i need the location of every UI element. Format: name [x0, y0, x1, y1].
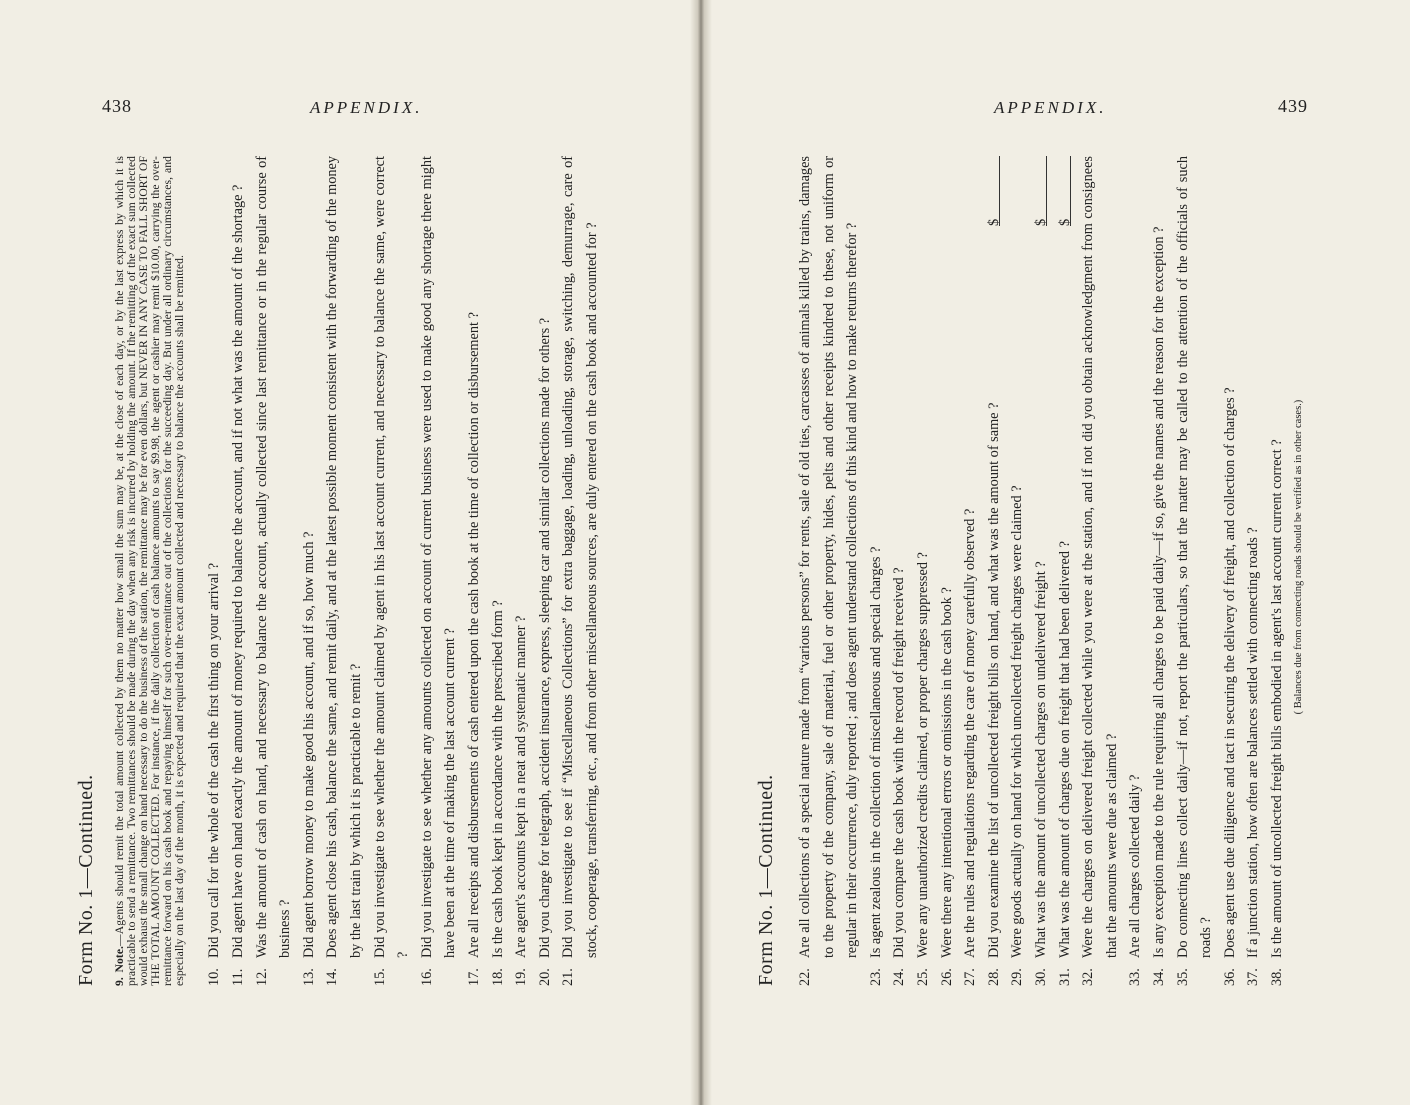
question-text: Did agent have on hand exactly the amount of money required to balance the account, and if not what was the amount of the shortage ? — [230, 184, 247, 958]
question-text-wrap — [1054, 156, 1078, 958]
question-item — [1242, 156, 1266, 986]
question-item — [227, 156, 251, 986]
question-item — [1219, 156, 1243, 986]
book-gutter — [690, 0, 712, 1105]
question-item — [865, 156, 889, 986]
remittance-note — [114, 156, 185, 986]
question-text: Did you investigate to see if “Miscellaneous Collections” for extra baggage, loading, unloading, storage, switching, demurrage, care of stock, cooperage, transferring, etc., and from other miscellaneous sources, are duly entered on the cash book and accounted for ? — [560, 156, 600, 958]
question-text: If a junction station, how often are balances settled with connecting roads ? — [1245, 527, 1262, 958]
question-item — [1148, 156, 1172, 986]
question-text: Does agent close his cash, balance the same, and remit daily, and at the latest possible moment consistent with the forwarding of the money by the last train by which it is practicable to remit ? — [324, 156, 364, 958]
question-item — [321, 156, 368, 986]
question-item — [1266, 156, 1290, 986]
question-number: 31. — [1056, 968, 1073, 986]
question-number: 29. — [1009, 968, 1026, 986]
question-text: Do connecting lines collect daily—if not, report the particulars, so that the matter may be called to the attention of the officials of such roads ? — [1174, 156, 1215, 958]
question-number: 27. — [962, 968, 979, 986]
question-number: 24. — [891, 968, 908, 986]
question-text: Did you examine the list of uncollected freight bills on hand, and what was the amount of same ? — [985, 402, 1002, 958]
question-item — [936, 156, 960, 986]
question-text-wrap — [1030, 156, 1054, 958]
question-number: 26. — [938, 968, 955, 986]
note-label: Note. — [113, 945, 126, 973]
question-number: 21. — [560, 968, 577, 986]
question-text: Are all collections of a special nature made from “various persons” for rents, sale of old ties, carcasses of animals killed by trains, damages to the property of the company, sale of material, fuel or other property, hides, pelts and other receipts kindred to these, not uniform or regular in their occurrence, duly reported ; and does agent understand collections of this kind and how to make returns therefor ? — [797, 156, 861, 958]
question-item — [510, 156, 534, 986]
question-text: Were there any intentional errors or omissions in the cash book ? — [938, 587, 955, 958]
question-text: Are all receipts and disbursements of cash entered upon the cash book at the time of collection or disbursement ? — [465, 312, 482, 958]
question-number: 36. — [1221, 968, 1238, 986]
question-text: Did you call for the whole of the cash the first thing on your arrival ? — [206, 562, 223, 958]
running-head: APPENDIX. — [310, 98, 423, 117]
question-text: Did you investigate to see whether any amounts collected on account of current business were used to make good any shortage there might have been at the time of making the last account current ? — [418, 156, 459, 958]
question-text: Were the charges on delivered freight collected while you were at the station, and if not did you obtain acknowledgment from consignees that the amounts were due as claimed ? — [1080, 156, 1120, 958]
question-number: 20. — [536, 968, 553, 986]
balance-note: ( Balances due from connecting roads should be verified as in other cases.) — [1293, 399, 1305, 715]
question-item — [794, 156, 865, 986]
question-text: Did you compare the cash book with the record of freight received ? — [891, 567, 908, 958]
question-item — [369, 156, 416, 986]
question-number: 34. — [1150, 968, 1167, 986]
question-number: 35. — [1174, 968, 1191, 986]
question-text: Was the amount of cash on hand, and necessary to balance the account, actually collected since last remittance or in the regular course of business ? — [253, 156, 294, 958]
question-text: What was the amount of uncollected charges on undelivered freight ? — [1032, 561, 1049, 958]
page-number: 438 — [102, 96, 132, 116]
question-item — [298, 156, 322, 986]
question-text: Were any unauthorized credits claimed, or proper charges suppressed ? — [914, 552, 931, 958]
amount-blank: $ — [1030, 156, 1047, 226]
question-item — [463, 156, 487, 986]
form-title: Form No. 1—Continued. — [75, 774, 97, 986]
question-number: 12. — [253, 968, 270, 986]
question-text: Is agent zealous in the collection of miscellaneous and special charges ? — [867, 546, 884, 958]
question-number: 22. — [797, 968, 813, 986]
question-item — [1006, 156, 1030, 986]
question-item — [534, 156, 558, 986]
question-number: 15. — [371, 968, 388, 986]
question-number: 28. — [985, 968, 1002, 986]
amount-blank: $ — [983, 156, 1000, 226]
question-text: Is any exception made to the rule requiring all charges to be paid daily—if so, give the names and the reason for the exception ? — [1150, 226, 1167, 958]
question-number: 16. — [418, 968, 435, 986]
left-page — [0, 0, 698, 1105]
question-number: 11. — [230, 968, 247, 986]
question-number: 38. — [1268, 968, 1285, 986]
question-item — [959, 156, 983, 986]
page-body-right — [755, 156, 1375, 986]
question-text: Are all charges collected daily ? — [1127, 774, 1144, 958]
question-text-wrap — [983, 156, 1007, 958]
question-item — [1172, 156, 1219, 986]
question-item — [557, 156, 604, 986]
page-number: 439 — [1278, 96, 1308, 116]
note-text: —Agents should remit the total amount collected by them no matter how small the sum may be, at the close of each day, or by the last express by which it is practicable to send a remittance. Two remittances should be made during the day when any risk is incurred by holding the amount. If the remitting of the exact sum collected would exhaust the small change on hand necessary to do the business of the station, the remittance may be for even dollars, but NEVER IN ANY CASE TO FALL SHORT OF THE TOTAL AMOUNT COLLECTED. For instance, if the daily collection of cash balance amounts to say $9.98, the agent or cashier may remit $10.00, carrying the over-remittance forward on his cash book and repaying himself for such over-remittance out of the collections for the succeeding day. But under all ordinary circumstances, and especially on the last day of the month, it is expected and required that the exact amount collected and necessary to balance the accounts shall be remitted. — [113, 156, 186, 986]
question-number: 33. — [1127, 968, 1144, 986]
running-head: APPENDIX. — [994, 98, 1107, 117]
question-item — [888, 156, 912, 986]
amount-blank: $ — [1054, 156, 1071, 226]
question-number: 17. — [465, 968, 482, 986]
question-item — [912, 156, 936, 986]
page-body — [75, 156, 635, 986]
question-text: Did you charge for telegraph, accident insurance, express, sleeping car and similar collections made for others ? — [536, 317, 553, 958]
question-number: 13. — [300, 968, 317, 986]
question-text: Does agent use due diligence and tact in securing the delivery of freight, and collection of charges ? — [1221, 387, 1238, 958]
note-number: 9. — [113, 977, 126, 986]
question-number: 23. — [867, 968, 884, 986]
question-list — [203, 156, 604, 986]
question-item — [251, 156, 298, 986]
question-item — [416, 156, 463, 986]
question-number: 18. — [489, 968, 506, 986]
question-item — [487, 156, 511, 986]
question-number: 37. — [1245, 968, 1262, 986]
question-text: Were goods actually on hand for which uncollected freight charges were claimed ? — [1009, 485, 1026, 958]
form-title: Form No. 1—Continued. — [755, 774, 777, 986]
question-item — [1077, 156, 1124, 986]
question-item — [203, 156, 227, 986]
question-number: 25. — [914, 968, 931, 986]
question-item — [1054, 156, 1078, 986]
question-text: Are the rules and regulations regarding the care of money carefully observed ? — [962, 508, 979, 958]
question-list — [794, 156, 1289, 986]
question-number: 32. — [1080, 968, 1097, 986]
question-item — [1030, 156, 1054, 986]
question-item — [1124, 156, 1148, 986]
question-number: 19. — [513, 968, 530, 986]
question-text: Is the amount of uncollected freight bills embodied in agent's last account current correct ? — [1268, 439, 1285, 958]
question-number: 14. — [324, 968, 341, 986]
question-text: Did agent borrow money to make good his account, and if so, how much ? — [300, 531, 317, 958]
question-text: Did you investigate to see whether the amount claimed by agent in his last account current, and necessary to balance the same, were correct ? — [371, 156, 412, 958]
question-text: What was the amount of charges due on freight that had been delivered ? — [1056, 541, 1073, 958]
question-number: 30. — [1032, 968, 1049, 986]
question-item — [983, 156, 1007, 986]
question-text: Is the cash book kept in accordance with the prescribed form ? — [489, 600, 506, 958]
question-text: Are agent's accounts kept in a neat and systematic manner ? — [513, 615, 530, 958]
question-number: 10. — [206, 968, 223, 986]
